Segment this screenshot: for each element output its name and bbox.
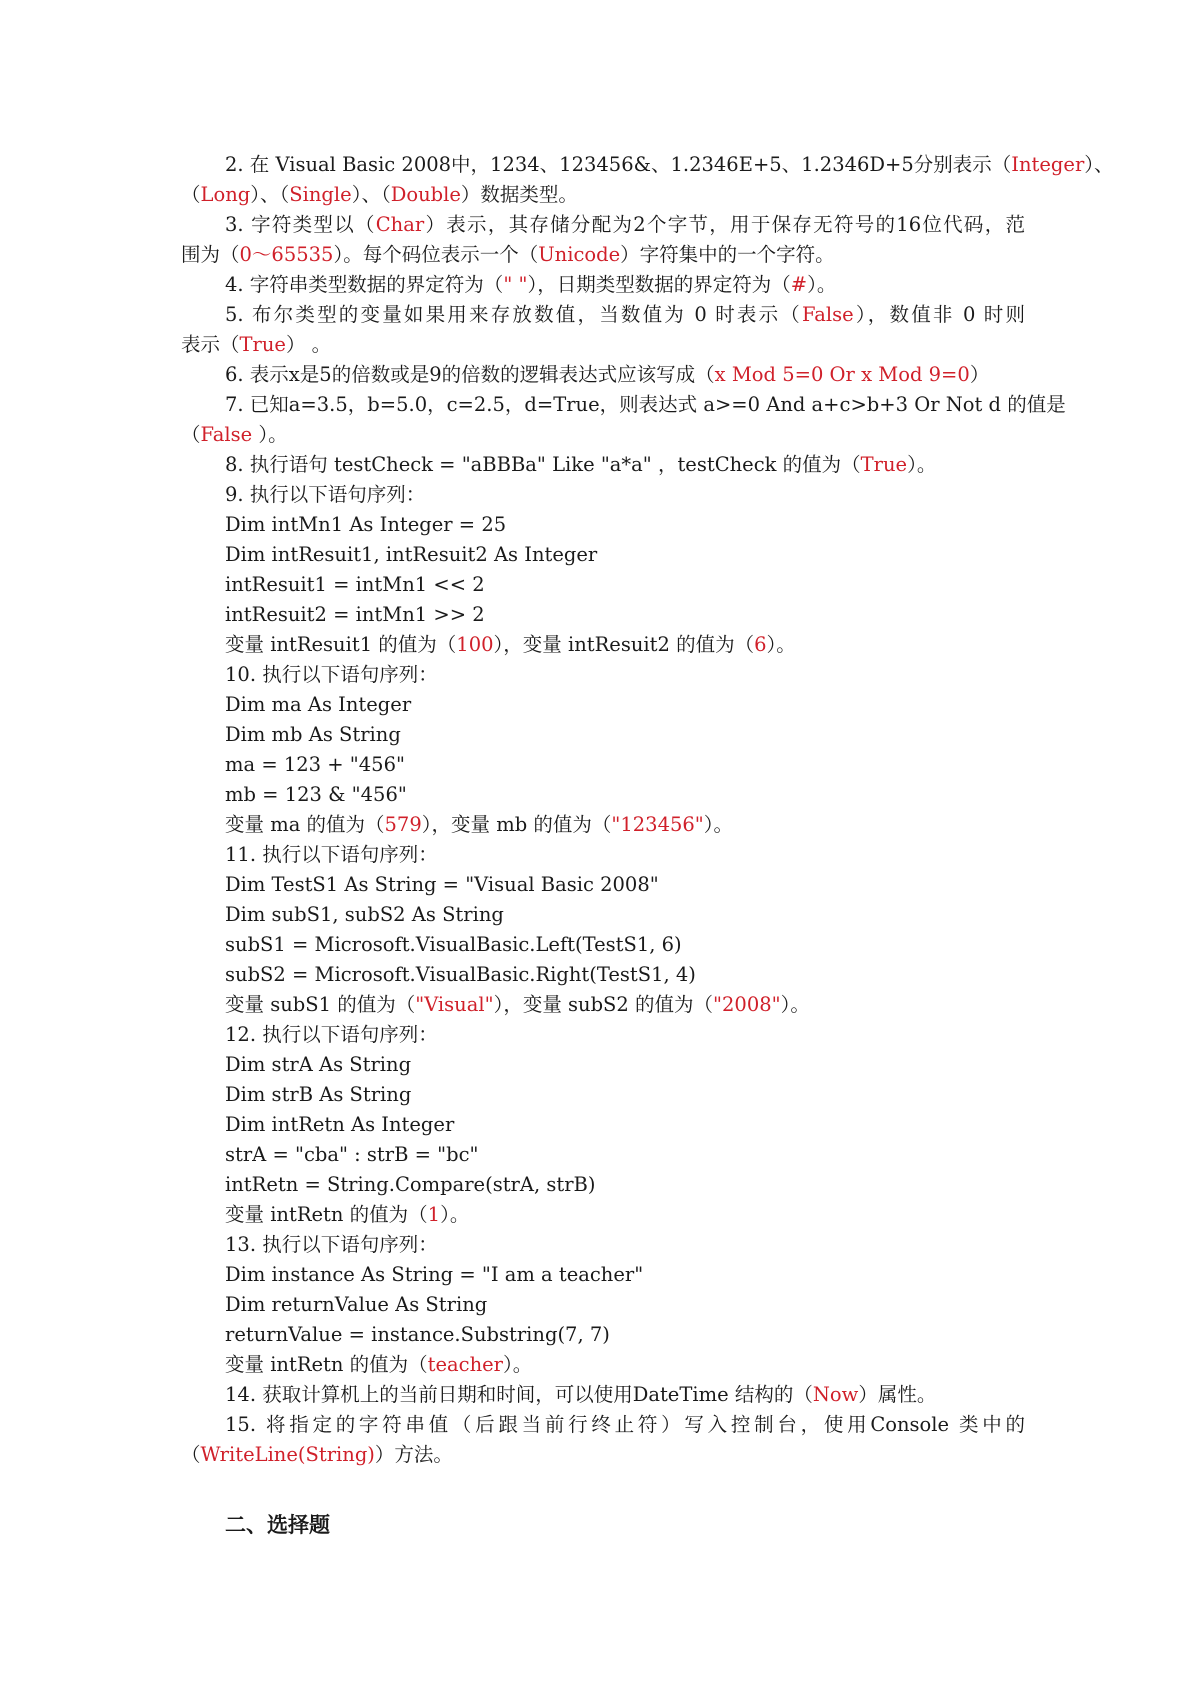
text-line xyxy=(0,720,1191,750)
question-text: strA = "cba" : strB = "bc" xyxy=(225,1143,479,1166)
text-line xyxy=(0,240,1191,270)
text-line xyxy=(0,690,1191,720)
text-line xyxy=(0,1170,1191,1200)
text-line xyxy=(0,360,1191,390)
question-text: Dim ma As Integer xyxy=(225,693,412,716)
question-text: ）。 xyxy=(807,273,837,296)
question-text: 变量 intRetn 的值为（ xyxy=(225,1203,428,1226)
answer-text: Integer xyxy=(1011,153,1085,176)
text-line xyxy=(0,1320,1191,1350)
question-text: 9. 执行以下语句序列： xyxy=(225,483,426,506)
text-line xyxy=(0,570,1191,600)
question-text: ），变量 intResuit2 的值为（ xyxy=(493,633,755,656)
question-text: ） 。 xyxy=(285,333,332,356)
question-text: ），数值非 0 时则 xyxy=(853,303,1025,326)
text-line xyxy=(0,480,1191,510)
answer-text: 6 xyxy=(754,633,767,656)
question-text: 5. 布尔类型的变量如果用来存放数值，当数值为 0 时表示（ xyxy=(225,303,803,326)
text-line xyxy=(0,840,1191,870)
question-text: 3. 字符类型以（ xyxy=(225,213,376,236)
question-text: Dim intMn1 As Integer = 25 xyxy=(225,513,507,536)
text-line xyxy=(0,1230,1191,1260)
text-line xyxy=(0,1140,1191,1170)
question-text: Dim TestS1 As String = "Visual Basic 2008" xyxy=(225,873,659,896)
text-line xyxy=(0,1410,1025,1440)
question-text: ）数据类型。 xyxy=(460,183,578,206)
answer-text: Now xyxy=(812,1383,859,1406)
text-line xyxy=(0,150,1114,180)
answer-text: Char xyxy=(375,213,425,236)
question-text: ）字符集中的一个字符。 xyxy=(620,243,835,266)
question-text: intRetn = String.Compare(strA, strB) xyxy=(225,1173,596,1196)
question-text: 变量 intRetn 的值为（ xyxy=(225,1353,428,1376)
answer-text: "Visual" xyxy=(415,993,494,1016)
text-line xyxy=(0,810,1191,840)
text-line xyxy=(0,1200,1191,1230)
question-text: ）。 xyxy=(766,633,796,656)
question-text: ）。 xyxy=(503,1353,533,1376)
text-line xyxy=(0,390,1066,420)
question-text: ）、 xyxy=(1084,153,1114,176)
question-text: intResuit1 = intMn1 << 2 xyxy=(225,573,485,596)
question-text: intResuit2 = intMn1 >> 2 xyxy=(225,603,485,626)
text-line xyxy=(0,1080,1191,1110)
question-text: 8. 执行语句 testCheck = "aBBBa" Like "a*a" ，testCheck 的值为（ xyxy=(225,453,861,476)
question-text: 10. 执行以下语句序列： xyxy=(225,663,438,686)
text-line xyxy=(0,1350,1191,1380)
answer-text: "123456" xyxy=(611,813,704,836)
question-text: Dim subS1, subS2 As String xyxy=(225,903,504,926)
question-text: subS2 = Microsoft.VisualBasic.Right(TestS1, 4) xyxy=(225,963,696,986)
question-text: ）。 xyxy=(252,423,288,446)
text-line xyxy=(0,600,1191,630)
question-text: 变量 ma 的值为（ xyxy=(225,813,385,836)
question-text: 变量 intResuit1 的值为（ xyxy=(225,633,457,656)
question-text: ），变量 subS2 的值为（ xyxy=(493,993,714,1016)
text-line xyxy=(0,930,1191,960)
question-text: （ xyxy=(181,423,201,446)
question-text: 4. 字符串类型数据的界定符为（ xyxy=(225,273,504,296)
text-line xyxy=(0,750,1191,780)
text-line xyxy=(0,210,1025,240)
question-text: 14. 获取计算机上的当前日期和时间，可以使用DateTime 结构的（ xyxy=(225,1383,813,1406)
answer-text: 0～65535 xyxy=(239,243,334,266)
question-text: （ xyxy=(181,183,201,206)
question-text: 11. 执行以下语句序列： xyxy=(225,843,438,866)
question-text: ma = 123 + "456" xyxy=(225,753,405,776)
text-line xyxy=(0,630,1191,660)
question-text: ），变量 mb 的值为（ xyxy=(421,813,612,836)
text-line xyxy=(0,1020,1191,1050)
answer-text: False xyxy=(802,303,854,326)
text-line xyxy=(0,420,1191,450)
text-line xyxy=(0,540,1191,570)
answer-text: Double xyxy=(390,183,461,206)
question-text: 6. 表示x是5的倍数或是9的倍数的逻辑表达式应该写成（ xyxy=(225,363,715,386)
question-text: returnValue = instance.Substring(7, 7) xyxy=(225,1323,610,1346)
question-text: ）属性。 xyxy=(858,1383,937,1406)
question-text: Dim mb As String xyxy=(225,723,401,746)
answer-text: Long xyxy=(200,183,251,206)
answer-text: Single xyxy=(289,183,352,206)
question-text: ）。 xyxy=(907,453,937,476)
text-line xyxy=(0,900,1191,930)
answer-text: "2008" xyxy=(713,993,781,1016)
question-text: ）方法。 xyxy=(374,1443,453,1466)
question-text: Dim strB As String xyxy=(225,1083,412,1106)
question-text: Dim intRetn As Integer xyxy=(225,1113,455,1136)
text-line xyxy=(0,450,1191,480)
answer-text: teacher xyxy=(427,1353,503,1376)
question-text: ）、（ xyxy=(250,183,290,206)
text-line xyxy=(0,1260,1191,1290)
text-line xyxy=(0,1380,1191,1410)
answer-text: True xyxy=(860,453,908,476)
question-text: ）表示，其存储分配为2个字节，用于保存无符号的16位代码，范 xyxy=(424,213,1025,236)
answer-text: 579 xyxy=(384,813,422,836)
text-line xyxy=(0,960,1191,990)
text-line xyxy=(0,270,1191,300)
question-text: ） xyxy=(969,363,990,386)
fill-in-questions xyxy=(0,150,1191,1470)
text-line xyxy=(0,1440,1191,1470)
answer-text: False xyxy=(200,423,253,446)
text-line xyxy=(0,1050,1191,1080)
question-text: mb = 123 & "456" xyxy=(225,783,407,806)
question-text: ）。 xyxy=(780,993,810,1016)
question-text: 15. 将指定的字符串值（后跟当前行终止符）写入控制台，使用Console 类中的 xyxy=(225,1413,1025,1436)
question-text: Dim returnValue As String xyxy=(225,1293,488,1316)
question-text: Dim instance As String = "I am a teacher" xyxy=(225,1263,644,1286)
answer-text: " " xyxy=(503,273,528,296)
question-text: 7. 已知a=3.5，b=5.0，c=2.5，d=True，则表达式 a>=0 And a+c>b+3 Or Not d 的值是 xyxy=(225,393,1066,416)
question-text: 12. 执行以下语句序列： xyxy=(225,1023,438,1046)
answer-text: x Mod 5=0 Or x Mod 9=0 xyxy=(714,363,970,386)
text-line xyxy=(0,300,1025,330)
text-line xyxy=(0,870,1191,900)
question-text: 13. 执行以下语句序列： xyxy=(225,1233,438,1256)
question-text: Dim strA As String xyxy=(225,1053,412,1076)
answer-text: WriteLine(String) xyxy=(200,1443,375,1466)
question-text: Dim intResuit1, intResuit2 As Integer xyxy=(225,543,598,566)
question-text: subS1 = Microsoft.VisualBasic.Left(TestS1, 6) xyxy=(225,933,682,956)
text-line xyxy=(0,330,1191,360)
answer-text: 1 xyxy=(427,1203,441,1226)
question-text: ）。每个码位表示一个（ xyxy=(333,243,539,266)
text-line xyxy=(0,180,1191,210)
question-text: 围为（ xyxy=(181,243,240,266)
text-line xyxy=(0,510,1191,540)
text-line xyxy=(0,990,1191,1020)
question-text: ）。 xyxy=(440,1203,470,1226)
text-line xyxy=(0,660,1191,690)
answer-text: # xyxy=(790,273,808,296)
section-heading: 二、选择题 xyxy=(225,1512,330,1537)
answer-text: Unicode xyxy=(538,243,621,266)
question-text: 变量 subS1 的值为（ xyxy=(225,993,416,1016)
question-text: ），日期类型数据的界定符为（ xyxy=(527,273,791,296)
question-text: ）、（ xyxy=(351,183,391,206)
question-text: 2. 在 Visual Basic 2008中，1234、123456&、1.2346E+5、1.2346D+5分别表示（ xyxy=(225,153,1012,176)
text-line xyxy=(0,780,1191,810)
text-line xyxy=(0,1290,1191,1320)
question-text: ）。 xyxy=(703,813,734,836)
answer-text: True xyxy=(239,333,286,356)
text-line xyxy=(0,1110,1191,1140)
question-text: 表示（ xyxy=(181,333,240,356)
answer-text: 100 xyxy=(456,633,494,656)
question-text: （ xyxy=(181,1443,201,1466)
